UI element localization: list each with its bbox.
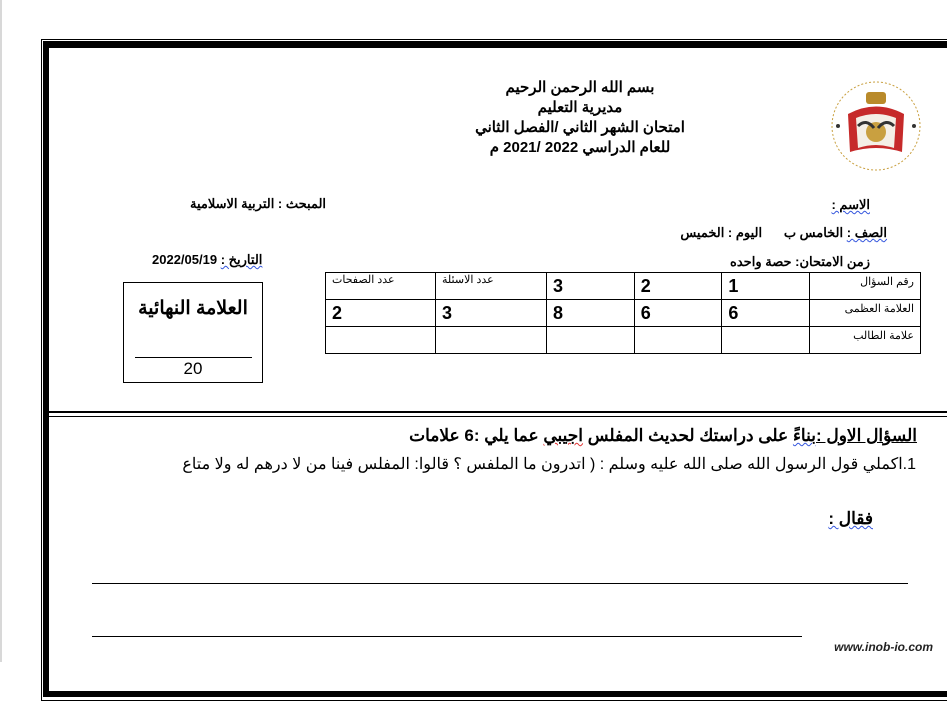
name-field: الاسم : [831, 197, 870, 212]
pages-count: 2 [326, 300, 436, 327]
final-mark-label: العلامة النهائية [138, 298, 248, 319]
answer-line[interactable] [92, 636, 802, 637]
table-row [326, 300, 921, 327]
table-row [326, 273, 921, 300]
final-mark-line [135, 357, 252, 358]
section-divider [49, 411, 947, 413]
question-number: 2 [634, 273, 722, 300]
basmala: بسم الله الرحمن الرحيم [505, 79, 655, 96]
academic-year: للعام الدراسي 2022 /2021 م [489, 139, 671, 156]
ministry-emblem-icon [826, 74, 926, 174]
pages-count-label: عدد الصفحات [326, 273, 436, 300]
table-row [326, 327, 921, 354]
class-field: الصف : الخامس ب اليوم : الخميس [680, 225, 887, 240]
watermark: www.inob-io.com [834, 640, 933, 654]
exam-header [430, 78, 730, 158]
subject: المبحث : التربية الاسلامية [190, 196, 327, 211]
student-mark-cell[interactable] [326, 327, 436, 354]
max-mark: 6 [634, 300, 722, 327]
directorate: مديرية التعليم [537, 99, 623, 116]
exam-title: امتحان الشهر الثاني /الفصل الثاني [475, 119, 685, 136]
exam-date: التاريخ : 2022/05/19 [152, 252, 263, 267]
marks-table [325, 272, 921, 354]
window-edge [0, 0, 2, 662]
student-mark-cell[interactable] [722, 327, 810, 354]
max-mark: 6 [722, 300, 810, 327]
max-mark: 8 [547, 300, 635, 327]
question-number: 3 [547, 273, 635, 300]
section-divider [49, 416, 947, 417]
student-mark-cell[interactable] [436, 327, 547, 354]
question1-item1: 1.اكملي قول الرسول الله صلى الله عليه وسلم : ( اتدرون ما الملفس ؟ قالوا: المفلس فينا من لا درهم له ولا متاع [182, 456, 916, 473]
question1-title: السؤال الاول :بناءً على دراستك لحديث المفلس اجيبي عما يلي :6 علامات [409, 426, 917, 445]
row-header: رقم السؤال [810, 273, 921, 300]
questions-count: 3 [436, 300, 547, 327]
row-header: العلامة العظمى [810, 300, 921, 327]
row-header: علامة الطالب [810, 327, 921, 354]
exam-duration: زمن الامتحان: حصة واحده [730, 254, 870, 269]
final-mark-box [123, 282, 263, 383]
final-mark-total: 20 [183, 359, 203, 378]
question-number: 1 [722, 273, 810, 300]
student-mark-cell[interactable] [634, 327, 722, 354]
questions-count-label: عدد الاسئلة [436, 273, 547, 300]
student-mark-cell[interactable] [547, 327, 635, 354]
question1-item1-continued: فقال : [828, 509, 873, 528]
answer-line[interactable] [92, 583, 908, 584]
